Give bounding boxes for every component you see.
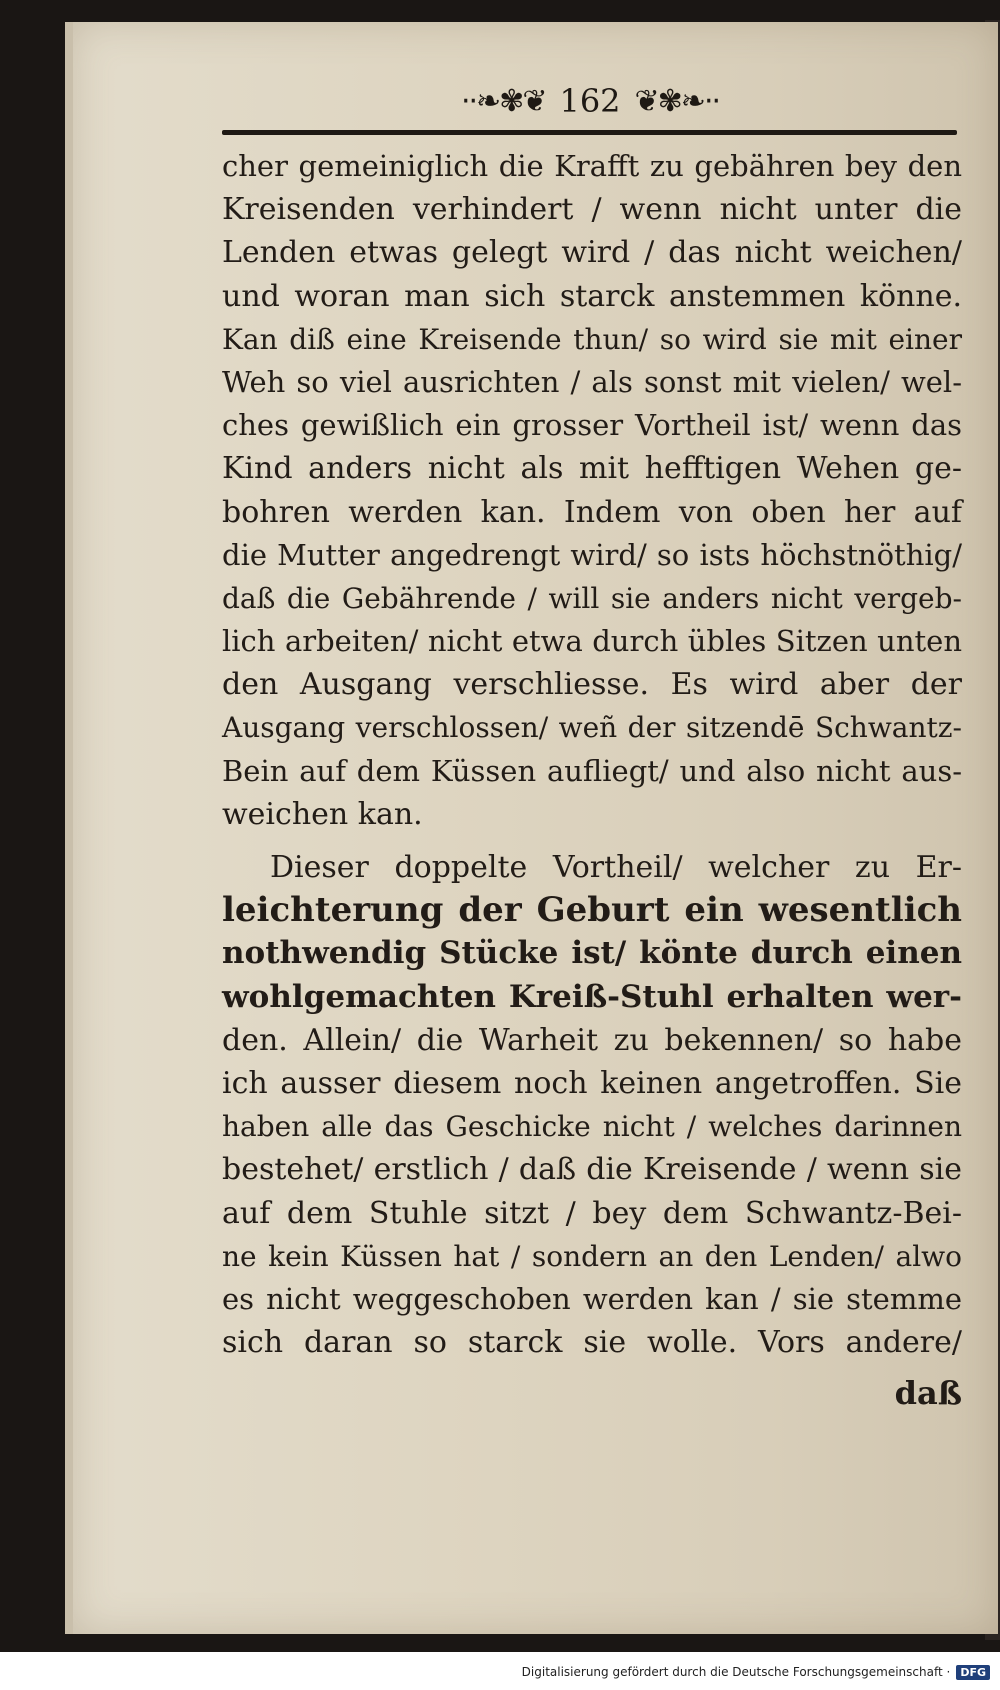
text-line: Lenden etwas gelegt wird / das nicht weichen/ bbox=[222, 235, 962, 271]
dfg-logo: DFG bbox=[956, 1665, 990, 1680]
text-line: Kan diß eine Kreisende thun/ so wird sie mit einer bbox=[222, 322, 962, 356]
text-line: Kind anders nicht als mit hefftigen Wehen ge- bbox=[222, 451, 962, 487]
text-line: nothwendig Stücke ist/ könte durch einen bbox=[222, 935, 962, 972]
text-line: leichterung der Geburt ein wesentlich bbox=[222, 890, 962, 931]
text-line: ches gewißlich ein grosser Vortheil ist/ wenn das bbox=[222, 408, 962, 443]
page-header bbox=[410, 78, 770, 124]
text-line: ne kein Küssen hat / sondern an den Lenden/ alwo bbox=[222, 1239, 962, 1273]
text-line: haben alle das Geschicke nicht / welches darinnen bbox=[222, 1110, 962, 1144]
text-line: weichen kan. bbox=[222, 796, 423, 832]
digitization-footer bbox=[0, 1658, 990, 1686]
text-line: Weh so viel ausrichten / als sonst mit vielen/ wel- bbox=[222, 364, 962, 399]
text-line: und woran man sich starck anstemmen könne. bbox=[222, 278, 962, 314]
text-line: es nicht weggeschoben werden kan / sie stemme bbox=[222, 1281, 962, 1316]
ornament-left: ··❧✾❦ bbox=[460, 83, 546, 119]
text-line: Ausgang verschlossen/ weñ der sitzendē Schwantz- bbox=[222, 711, 962, 745]
text-line: wohlgemachten Kreiß-Stuhl erhalten wer- bbox=[222, 978, 962, 1015]
page-text bbox=[222, 145, 962, 1415]
text-line: cher gemeiniglich die Krafft zu gebähren bey den bbox=[222, 149, 962, 183]
text-line: den. Allein/ die Warheit zu bekennen/ so habe bbox=[222, 1022, 962, 1058]
text-line: Bein auf dem Küssen aufliegt/ und also nicht aus- bbox=[222, 753, 962, 788]
text-line: den Ausgang verschliesse. Es wird aber der bbox=[222, 667, 962, 703]
text-line: ich ausser diesem noch keinen angetroffen. Sie bbox=[222, 1065, 962, 1101]
text-line: daß die Gebährende / will sie anders nicht vergeb- bbox=[222, 581, 962, 615]
catchword: daß bbox=[894, 1374, 962, 1413]
header-rule bbox=[222, 130, 957, 135]
footer-text: Digitalisierung gefördert durch die Deutsche Forschungsgemeinschaft · bbox=[521, 1665, 951, 1679]
text-line: die Mutter angedrengt wird/ so ists höchstnöthig/ bbox=[222, 537, 962, 572]
page-number: 162 bbox=[559, 82, 621, 120]
ornament-right: ❦✾❧·· bbox=[634, 83, 720, 119]
text-line: sich daran so starck sie wolle. Vors andere/ bbox=[222, 1325, 962, 1361]
text-line: bohren werden kan. Indem von oben her auf bbox=[222, 494, 962, 530]
text-line: Dieser doppelte Vortheil/ welcher zu Er- bbox=[270, 850, 962, 885]
text-line: Kreisenden verhindert / wenn nicht unter die bbox=[222, 192, 962, 228]
text-line: bestehet/ erstlich / daß die Kreisende / wenn sie bbox=[222, 1152, 962, 1188]
text-line: auf dem Stuhle sitzt / bey dem Schwantz-Bei- bbox=[222, 1195, 962, 1231]
text-line: lich arbeiten/ nicht etwa durch übles Sitzen unten bbox=[222, 624, 962, 659]
